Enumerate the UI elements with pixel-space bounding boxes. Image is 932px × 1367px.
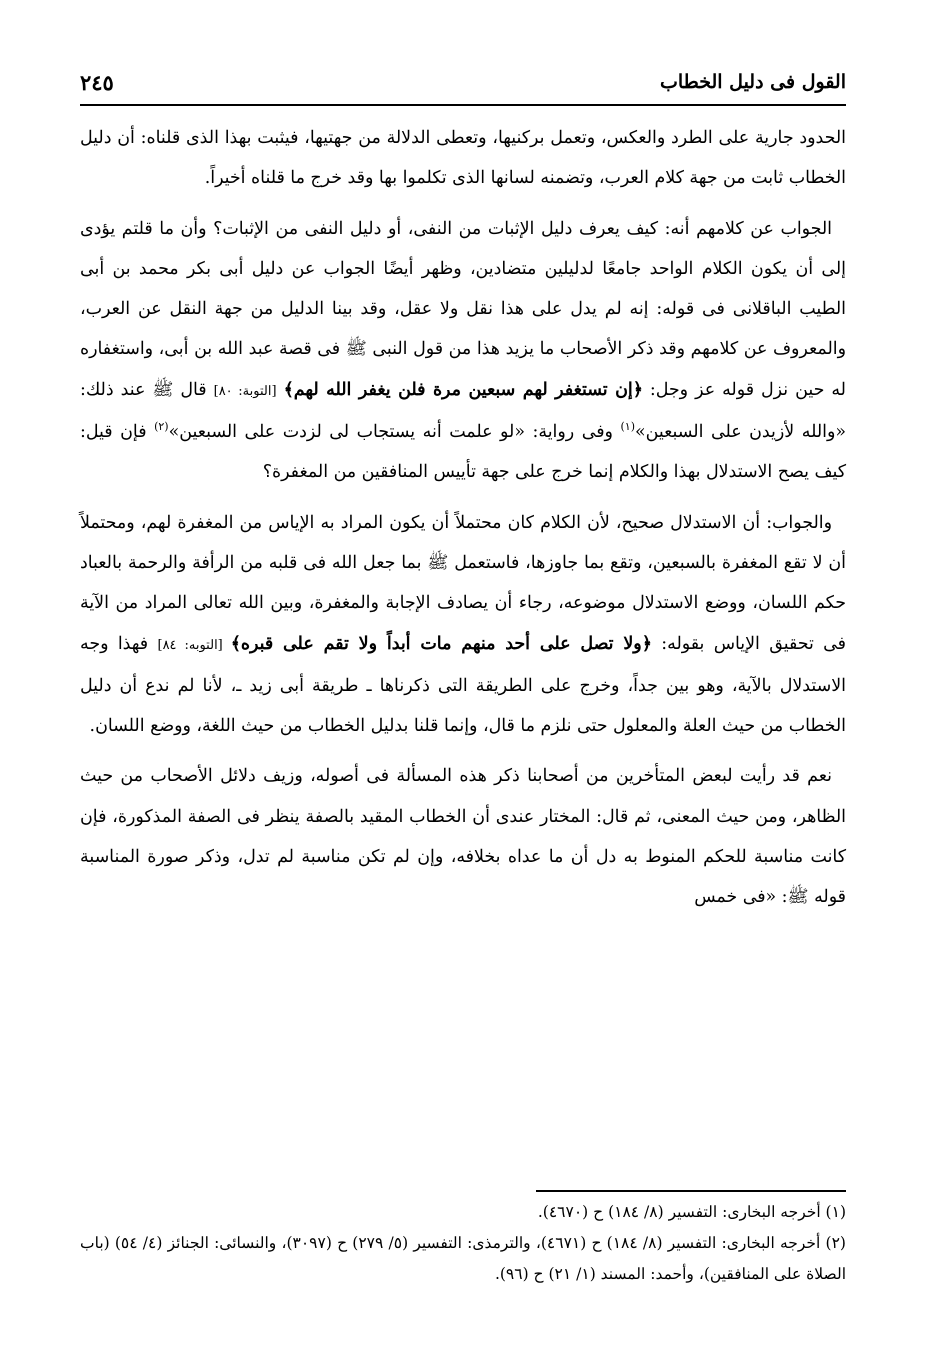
paragraph-text: والجواب: أن الاستدلال صحيح، لأن الكلام كان محتملاً أن يكون المراد به الإياس من المغفرة لهم، ومحتملاً أن لا تقع المغفرة بالسبعين، وتقع بما جاوزها، فاستعمل ﷺ بما جعل الله فى قلبه من الرأفة والرحمة بالعباد حكم اللسان، ووضع الاستدلال موضوعه، رجاء أن يصادف الإجابة والمغفرة، وبين الله تعالى المراد من الآية فى تحقيق الإياس بقوله:	[80, 512, 846, 654]
paragraph-text: الجواب عن كلامهم أنه: كيف يعرف دليل الإثبات من النفى، أو دليل النفى من الإثبات؟ وأن ما قلتم يؤدى إلى أن يكون الكلام الواحد جامعًا لدليلين متضادين، وظهر أيضًا الجواب عن دليل أبى بكر محمد بن أبى الطيب الباقلانى فى قوله: إنه لم يدل على هذا نقل ولا عقل، وقد بينا الدليل من جهة النقل عن العرب، والمعروف عن كلامهم وقد ذكر الأصحاب ما يزيد هذا من قول النبى ﷺ فى قصة عبد الله بن أبى، واستغفاره له حين نزل قوله عز وجل:	[80, 218, 846, 400]
verse-reference: [التوبة: ٨٠]	[213, 383, 277, 399]
verse-reference: [التوبه: ٨٤]	[157, 637, 231, 653]
paragraph: الحدود جارية على الطرد والعكس، وتعمل بركنيها، وتعطى الدلالة من جهتيها، فيثبت بهذا الذى قلناه: أن دليل الخطاب ثابت من جهة كلام العرب، وتضمنه لسانها الذى تكلموا بها وقد خرج ما قلناه أخيراً.	[80, 128, 846, 189]
footnote: (١) أخرجه البخارى: التفسير (٨/ ١٨٤) ح (٤٦٧٠).	[537, 1203, 846, 1221]
main-text	[80, 118, 846, 928]
footnotes	[80, 1197, 846, 1290]
paragraph: نعم قد رأيت لبعض المتأخرين من أصحابنا ذكر هذه المسألة فى أصوله، وزيف دلائل الأصحاب من حيث الظاهر، ومن حيث المعنى، ثم قال: المختار عندى أن الخطاب المقيد بالصفة ينظر فى الصفة المذكورة، فإن كانت مناسبة للحكم المنوط به دل أن ما عداه بخلافه، وإن لم تكن مناسبة لم تدل، وذكر صورة المناسبة قوله ﷺ: «فى خمس	[80, 766, 846, 908]
paragraph-text: فإن قيل: كيف يصح الاستدلال بهذا والكلام إنما خرج على جهة تأييس المنافقين من المغفرة؟	[80, 422, 846, 483]
footnote-separator	[536, 1190, 846, 1192]
footnote-marker: (٢)	[154, 420, 169, 434]
paragraph	[80, 503, 846, 747]
quran-verse: ﴿إن تستغفر لهم سبعين مرة فلن يغفر الله لهم﴾	[283, 379, 643, 400]
page-number: ٢٤٥	[80, 69, 114, 95]
paragraph-text: فهذا وجه الاستدلال بالآية، وهو بين جداً، وخرج على الطريقة التى ذكرناها ـ طريقة أبى زيد ـ، لأنا لم ندع أن دليل الخطاب من حيث العلة والمعلول حتى نلزم ما قال، وإنما قلنا بدليل الخطاب من حيث اللغة، ووضع اللسان.	[80, 633, 846, 737]
paragraph-text: قال ﷺ عند ذلك: «والله لأزيدن على السبعين»	[80, 379, 846, 443]
chapter-title: القول فى دليل الخطاب	[659, 71, 846, 93]
paragraph-text: وفى رواية: «لو علمت أنه يستجاب لى لزدت على السبعين»	[168, 422, 621, 443]
running-header	[80, 60, 846, 106]
paragraph	[80, 209, 846, 493]
footnote: (٢) أخرجه البخارى: التفسير (٨/ ١٨٤) ح (٤٦٧١)، والترمذى: التفسير (٥/ ٢٧٩) ح (٣٠٩٧)، والنسائى: الجنائز (٤/ ٥٤) (باب الصلاة على المنافقين)، وأحمد: المسند (١/ ٢١) ح (٩٦).	[80, 1234, 846, 1283]
quran-verse: ﴿ولا تصل على أحد منهم مات أبداً ولا تقم على قبره﴾	[230, 633, 652, 654]
footnote-marker: (١)	[620, 420, 635, 434]
